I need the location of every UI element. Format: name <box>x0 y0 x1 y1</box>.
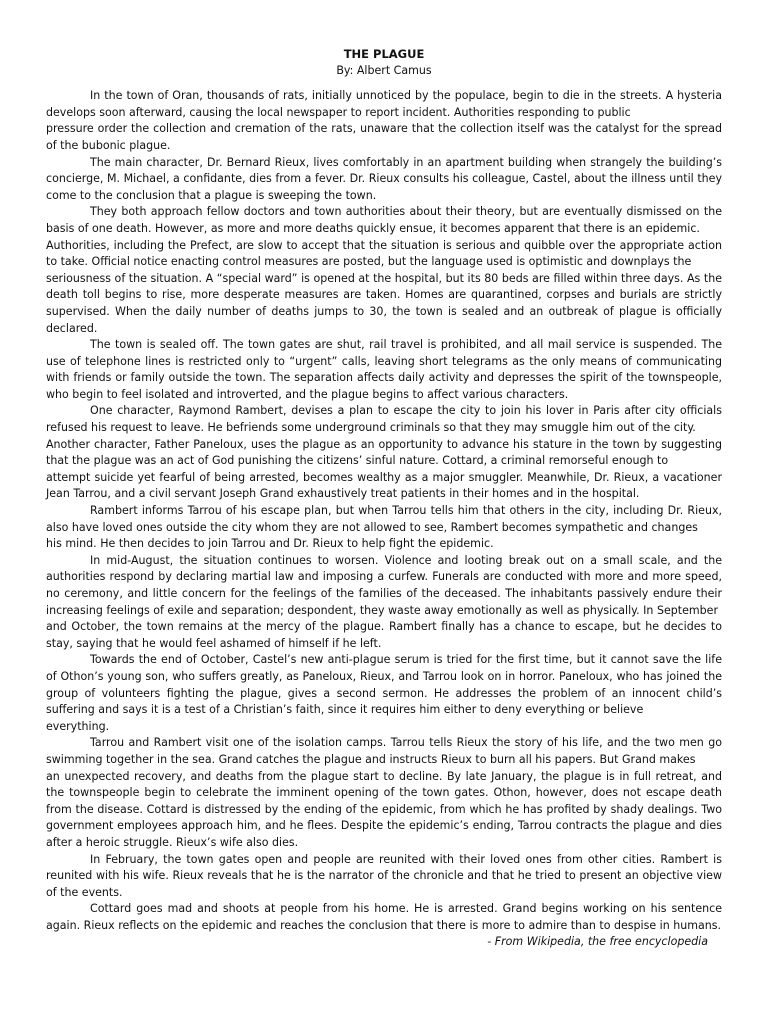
paragraph-7-continued: and October, the town remains at the mercy of the plague. Rambert finally has a chance to escape, but he decides to stay, saying that he would feel ashamed of himself if he left. <box>46 620 722 650</box>
paragraph-7: In mid-August, the situation continues to worsen. Violence and looting break out on a small scale, and the authorities respond by declaring martial law and imposing a curfew. Funerals are conducted with more and more speed, no ceremony, and little concern for the feelings of the families of the deceased. The inhabitants passively endure their increasing feelings of exile and separation; despondent, they waste away emotionally as well as physically. In September <box>46 553 722 617</box>
paragraph-5-continued-2: attempt suicide yet fearful of being arrested, becomes wealthy as a major smuggler. Meanwhile, Dr. Rieux, a vacationer Jean Tarrou, and a civil servant Joseph Grand exhaustively treat patients in their homes and in the hospital. <box>46 470 722 501</box>
paragraph-1-continued: pressure order the collection and cremation of the rats, unaware that the collection itself was the catalyst for the spread of the bubonic plague. <box>46 122 722 152</box>
paragraph-5-continued: Another character, Father Paneloux, uses the plague as an opportunity to advance his stature in the town by suggesting that the plague was an act of God punishing the citizens’ sinful nature. Cottard, a criminal remorseful enough to <box>46 437 722 468</box>
document-page <box>46 46 722 951</box>
source-attribution: - From Wikipedia, the free encyclopedia <box>487 935 708 949</box>
paragraph-4: The town is sealed off. The town gates are shut, rail travel is prohibited, and all mail service is suspended. The use of telephone lines is restricted only to “urgent” calls, leaving short telegrams as the only means of communicating with friends or family outside the town. The separation affects daily activity and depresses the spirit of the townspeople, who begin to feel isolated and introverted, and the plague begins to affect various characters. <box>46 338 722 401</box>
paragraph-3-continued-2: seriousness of the situation. A “special ward” is opened at the hospital, but its 80 beds are filled within three days. As the death toll begins to rise, more desperate measures are taken. Homes are quarantined, corpses and burials are strictly supervised. When the daily number of deaths jumps to 30, the town is sealed and an outbreak of plague is officially declared. <box>46 271 722 335</box>
paragraph-1: In the town of Oran, thousands of rats, initially unnoticed by the populace, begin to die in the streets. A hysteria develops soon afterward, causing the local newspaper to report incident. Authorities responding to public <box>46 89 722 119</box>
document-author: By: Albert Camus <box>336 63 432 77</box>
document-title: THE PLAGUE <box>343 47 425 61</box>
paragraph-11: Cottard goes mad and shoots at people from his home. He is arrested. Grand begins working on his sentence again. Rieux reflects on the epidemic and reaches the conclusion that there is more to admire than to despise in humans. <box>46 902 722 932</box>
paragraph-5: One character, Raymond Rambert, devises a plan to escape the city to join his lover in Paris after city officials refused his request to leave. He befriends some underground criminals so that they may smuggle him out of the city. <box>46 404 722 435</box>
paragraph-2: The main character, Dr. Bernard Rieux, lives comfortably in an apartment building when strangely the building’s concierge, M. Michael, a confidante, dies from a fever. Dr. Rieux consults his colleague, Castel, about the illness until they come to the conclusion that a plague is sweeping the town. <box>46 155 722 202</box>
paragraph-9-continued: an unexpected recovery, and deaths from the plague start to decline. By late January, the plague is in full retreat, and the townspeople begin to celebrate the imminent opening of the town gates. Othon, however, does not escape death from the disease. Cottard is distressed by the ending of the epidemic, from which he has profited by shady dealings. Two government employees approach him, and he flees. Despite the epidemic’s ending, Tarrou contracts the plague and dies after a heroic struggle. Rieux’s wife also dies. <box>46 769 722 849</box>
paragraph-8-continued: everything. <box>46 719 110 733</box>
paragraph-8: Towards the end of October, Castel’s new anti-plague serum is tried for the first time, but it cannot save the life of Othon’s young son, who suffers greatly, as Paneloux, Rieux, and Tarrou look on in horror. Paneloux, who has joined the group of volunteers fighting the plague, gives a second sermon. He addresses the problem of an innocent child’s suffering and says it is a test of a Christian’s faith, since it requires him either to deny everything or believe <box>46 653 722 717</box>
paragraph-6-continued: his mind. He then decides to join Tarrou and Dr. Rieux to help fight the epidemic. <box>46 537 494 551</box>
paragraph-10: In February, the town gates open and people are reunited with their loved ones from other cities. Rambert is reunited with his wife. Rieux reveals that he is the narrator of the chronicle and that he tried to present an objective view of the events. <box>46 852 722 899</box>
paragraph-3: They both approach fellow doctors and town authorities about their theory, but are eventually dismissed on the basis of one death. However, as more and more deaths quickly ensue, it becomes apparent that there is an epidemic. <box>46 205 722 235</box>
paragraph-3-continued: Authorities, including the Prefect, are slow to accept that the situation is serious and quibble over the appropriate action to take. Official notice enacting control measures are posted, but the language used is optimistic and downplays the <box>46 238 722 269</box>
paragraph-6: Rambert informs Tarrou of his escape plan, but when Tarrou tells him that others in the city, including Dr. Rieux, also have loved ones outside the city whom they are not allowed to see, Rambert becomes sympathetic and changes <box>46 504 722 534</box>
paragraph-9: Tarrou and Rambert visit one of the isolation camps. Tarrou tells Rieux the story of his life, and the two men go swimming together in the sea. Grand catches the plague and instructs Rieux to burn all his papers. But Grand makes <box>46 736 722 766</box>
